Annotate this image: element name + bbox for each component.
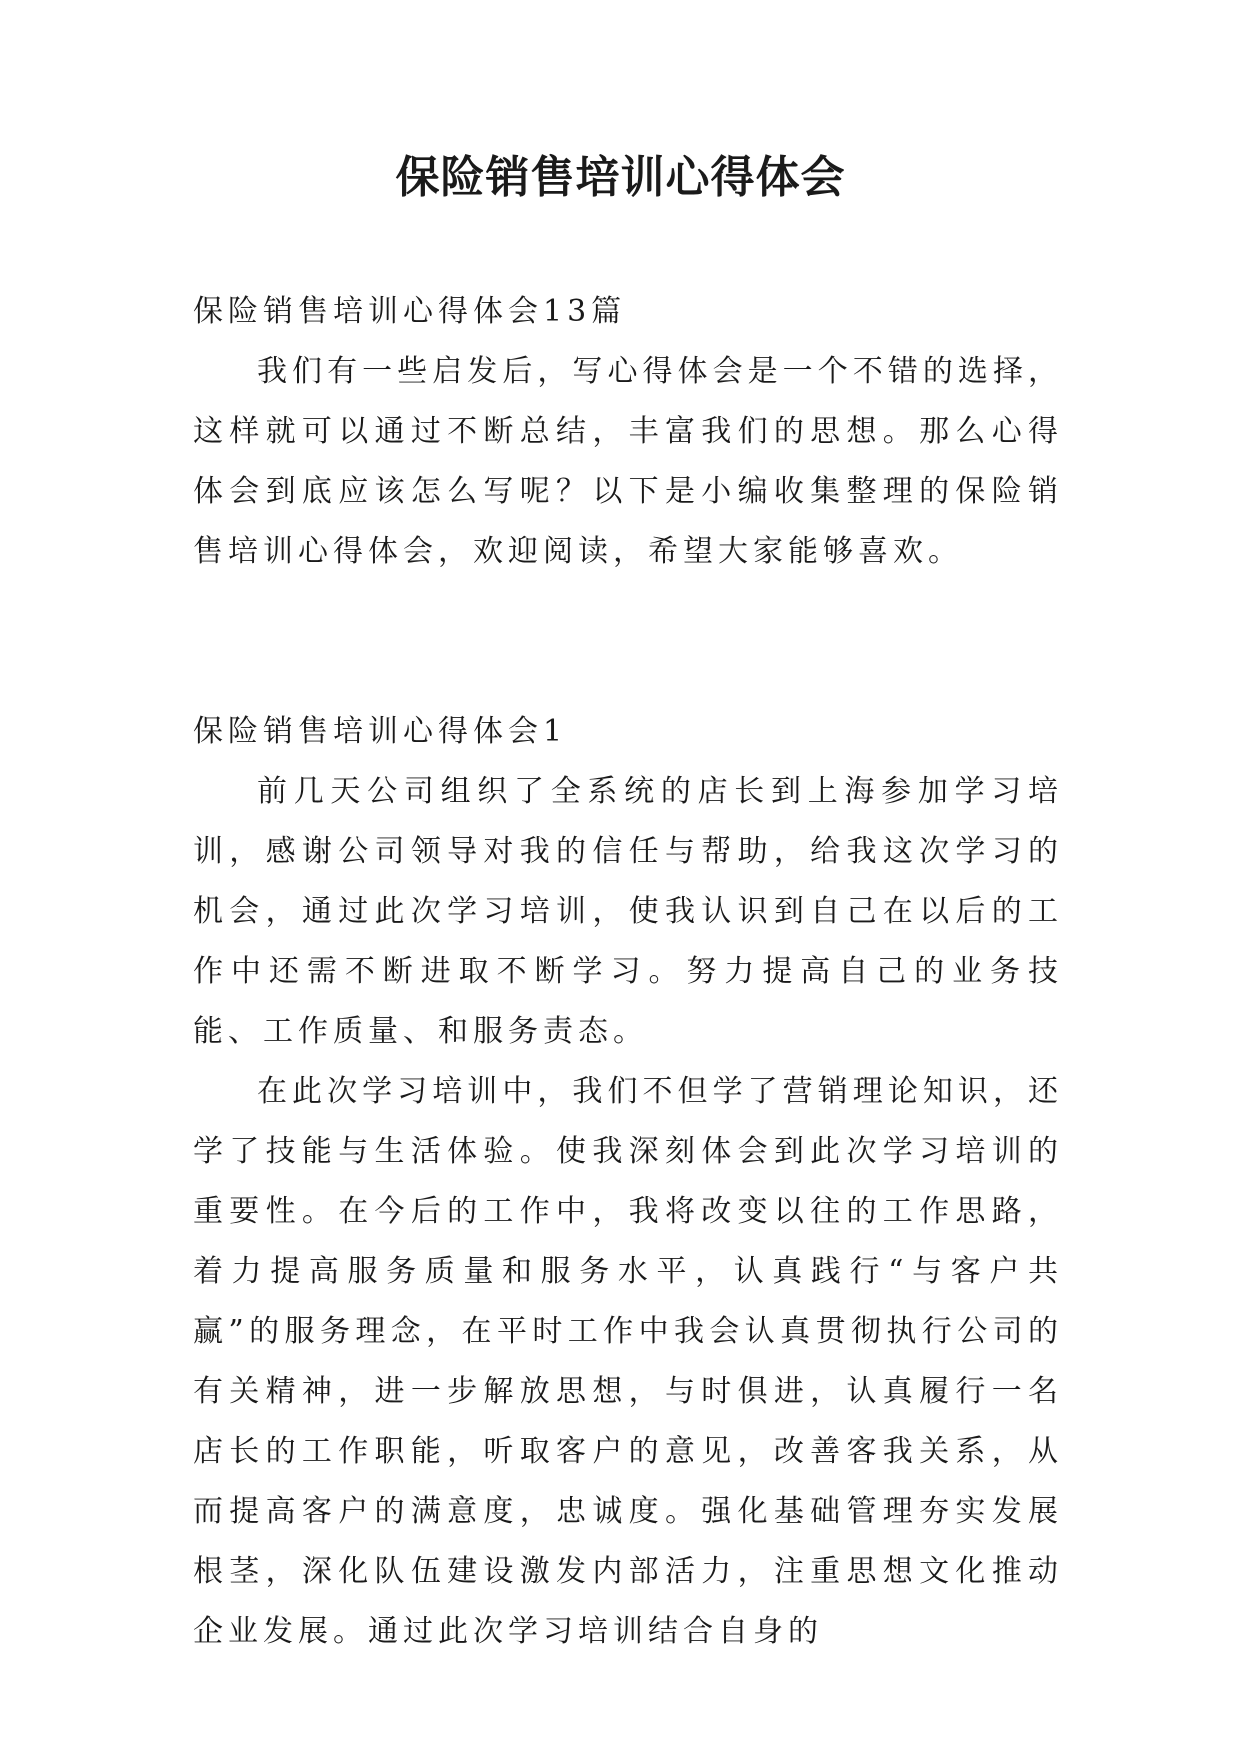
intro-paragraph: 我们有一些启发后，写心得体会是一个不错的选择，这样就可以通过不断总结，丰富我们的思想。那么心得体会到底应该怎么写呢？以下是小编收集整理的保险销售培训心得体会，欢迎阅读，希望大家能够喜欢。 xyxy=(193,354,1063,569)
section1-paragraph-1: 前几天公司组织了全系统的店长到上海参加学习培训，感谢公司领导对我的信任与帮助，给我这次学习的机会，通过此次学习培训，使我认识到自己在以后的工作中还需不断进取不断学习。努力提高自己的业务技能、工作质量、和服务责态。 xyxy=(193,774,1063,1049)
document-body xyxy=(193,282,1063,1662)
intro-heading: 保险销售培训心得体会13篇 xyxy=(193,294,627,329)
section1-paragraph-2: 在此次学习培训中，我们不但学了营销理论知识，还学了技能与生活体验。使我深刻体会到此次学习培训的重要性。在今后的工作中，我将改变以往的工作思路，着力提高服务质量和服务水平，认真践行“与客户共赢”的服务理念，在平时工作中我会认真贯彻执行公司的有关精神，进一步解放思想，与时俱进，认真履行一名店长的工作职能，听取客户的意见，改善客我关系，从而提高客户的满意度，忠诚度。强化基础管理夯实发展根茎，深化队伍建设激发内部活力，注重思想文化推动企业发展。通过此次学习培训结合自身的 xyxy=(193,1074,1063,1649)
section-spacer xyxy=(193,582,1063,702)
document-title: 保险销售培训心得体会 xyxy=(395,152,846,203)
section1-heading: 保险销售培训心得体会1 xyxy=(193,714,568,749)
